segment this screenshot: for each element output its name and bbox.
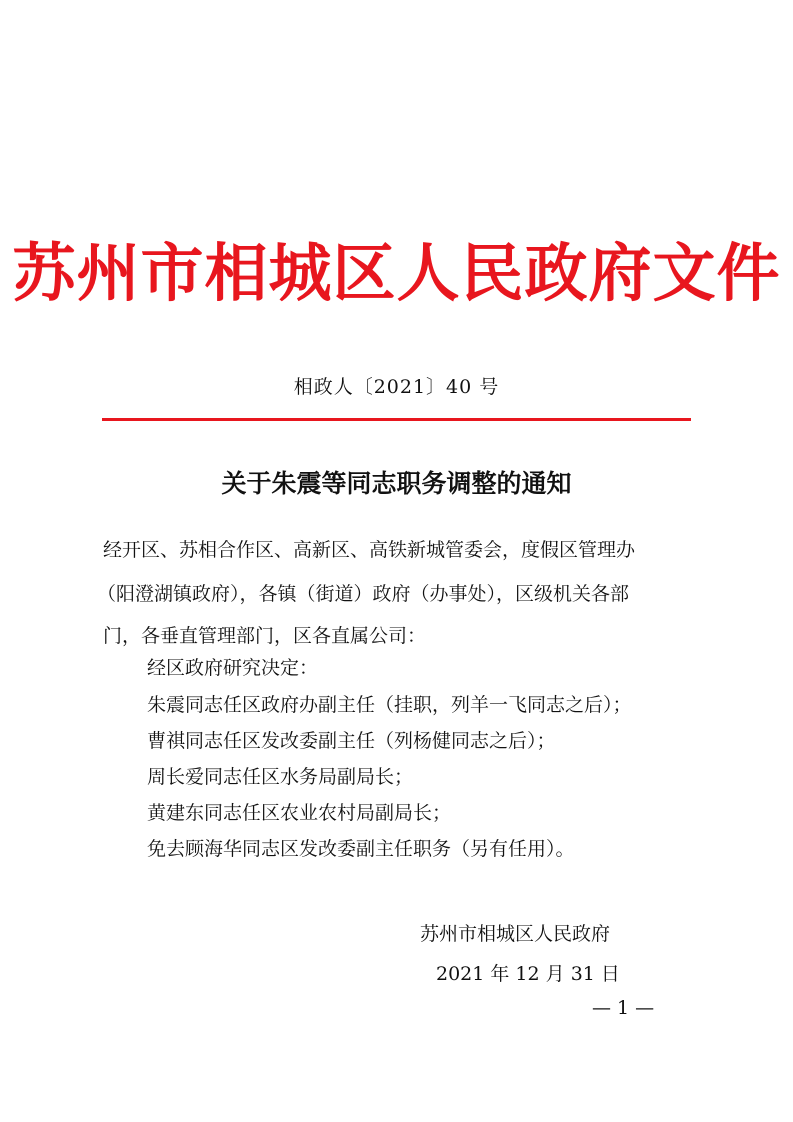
appointment-item-4: 黄建东同志任区农业农村局副局长； xyxy=(147,802,452,824)
decision-intro: 经区政府研究决定： xyxy=(147,657,319,679)
document-number: 相政人〔2021〕40 号 xyxy=(293,376,500,398)
notice-title: 关于朱震等同志职务调整的通知 xyxy=(221,469,572,498)
recipients-line-1: 经开区、苏相合作区、高新区、高铁新城管委会，度假区管理办 xyxy=(103,539,636,561)
page-number: — 1 — xyxy=(592,997,655,1019)
appointment-item-2: 曹祺同志任区发改委副主任（列杨健同志之后）； xyxy=(147,730,556,752)
appointment-item-5: 免去顾海华同志区发改委副主任职务（另有任用）。 xyxy=(147,838,575,860)
appointment-item-3: 周长爱同志任区水务局副局长； xyxy=(147,766,414,788)
signature-date: 2021 年 12 月 31 日 xyxy=(436,963,620,985)
appointment-item-1: 朱震同志任区政府办副主任（挂职，列羊一飞同志之后）； xyxy=(147,694,632,716)
signature-issuer: 苏州市相城区人民政府 xyxy=(420,923,611,945)
recipients-line-2: （阳澄湖镇政府），各镇（街道）政府（办事处），区级机关各部 xyxy=(97,583,630,605)
recipients-line-3: 门，各垂直管理部门，区各直属公司： xyxy=(103,625,427,647)
document-header-title: 苏州市相城区人民政府文件 xyxy=(12,236,781,310)
red-separator-line xyxy=(102,418,691,421)
